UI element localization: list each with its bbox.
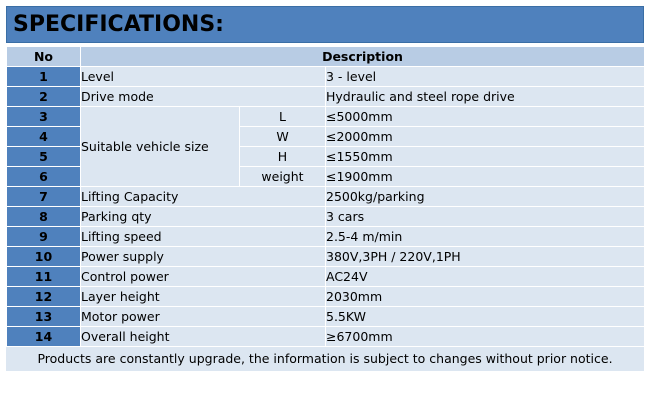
row-value: 2030mm (326, 287, 645, 307)
row-name: Lifting speed (81, 227, 326, 247)
row-value: ≤5000mm (326, 107, 645, 127)
spec-sheet (6, 6, 644, 371)
table-row (7, 207, 645, 227)
row-number: 4 (7, 127, 81, 147)
row-number: 10 (7, 247, 81, 267)
column-header-description: Description (81, 47, 645, 67)
row-name: Lifting Capacity (81, 187, 326, 207)
row-number: 7 (7, 187, 81, 207)
table-row (7, 107, 645, 127)
row-name: Power supply (81, 247, 326, 267)
row-number: 14 (7, 327, 81, 347)
row-value: AC24V (326, 267, 645, 287)
row-number: 3 (7, 107, 81, 127)
row-value: 380V,3PH / 220V,1PH (326, 247, 645, 267)
row-name: Parking qty (81, 207, 326, 227)
row-value: 2.5-4 m/min (326, 227, 645, 247)
table-row (7, 67, 645, 87)
row-group-name: Suitable vehicle size (81, 107, 240, 187)
page-title: SPECIFICATIONS: (6, 6, 644, 43)
row-number: 1 (7, 67, 81, 87)
table-row (7, 247, 645, 267)
row-value: 3 - level (326, 67, 645, 87)
row-name: Layer height (81, 287, 326, 307)
spec-table (6, 46, 645, 347)
column-header-no: No (7, 47, 81, 67)
row-value: Hydraulic and steel rope drive (326, 87, 645, 107)
row-value: 5.5KW (326, 307, 645, 327)
row-name: Drive mode (81, 87, 326, 107)
table-row (7, 327, 645, 347)
row-name: Overall height (81, 327, 326, 347)
row-sub-name: H (240, 147, 326, 167)
row-number: 13 (7, 307, 81, 327)
row-number: 9 (7, 227, 81, 247)
row-sub-name: weight (240, 167, 326, 187)
row-value: ≤1900mm (326, 167, 645, 187)
row-name: Control power (81, 267, 326, 287)
row-number: 6 (7, 167, 81, 187)
row-name: Level (81, 67, 326, 87)
row-number: 11 (7, 267, 81, 287)
table-row (7, 227, 645, 247)
footer-notice: Products are constantly upgrade, the information is subject to changes without prior notice. (6, 347, 644, 371)
table-row (7, 287, 645, 307)
table-row (7, 87, 645, 107)
row-number: 12 (7, 287, 81, 307)
row-value: ≤2000mm (326, 127, 645, 147)
row-number: 2 (7, 87, 81, 107)
row-value: 3 cars (326, 207, 645, 227)
row-value: ≥6700mm (326, 327, 645, 347)
row-value: 2500kg/parking (326, 187, 645, 207)
table-row (7, 267, 645, 287)
table-row (7, 187, 645, 207)
row-name: Motor power (81, 307, 326, 327)
row-number: 5 (7, 147, 81, 167)
row-sub-name: L (240, 107, 326, 127)
header-row (7, 47, 645, 67)
row-value: ≤1550mm (326, 147, 645, 167)
table-row (7, 307, 645, 327)
row-number: 8 (7, 207, 81, 227)
row-sub-name: W (240, 127, 326, 147)
